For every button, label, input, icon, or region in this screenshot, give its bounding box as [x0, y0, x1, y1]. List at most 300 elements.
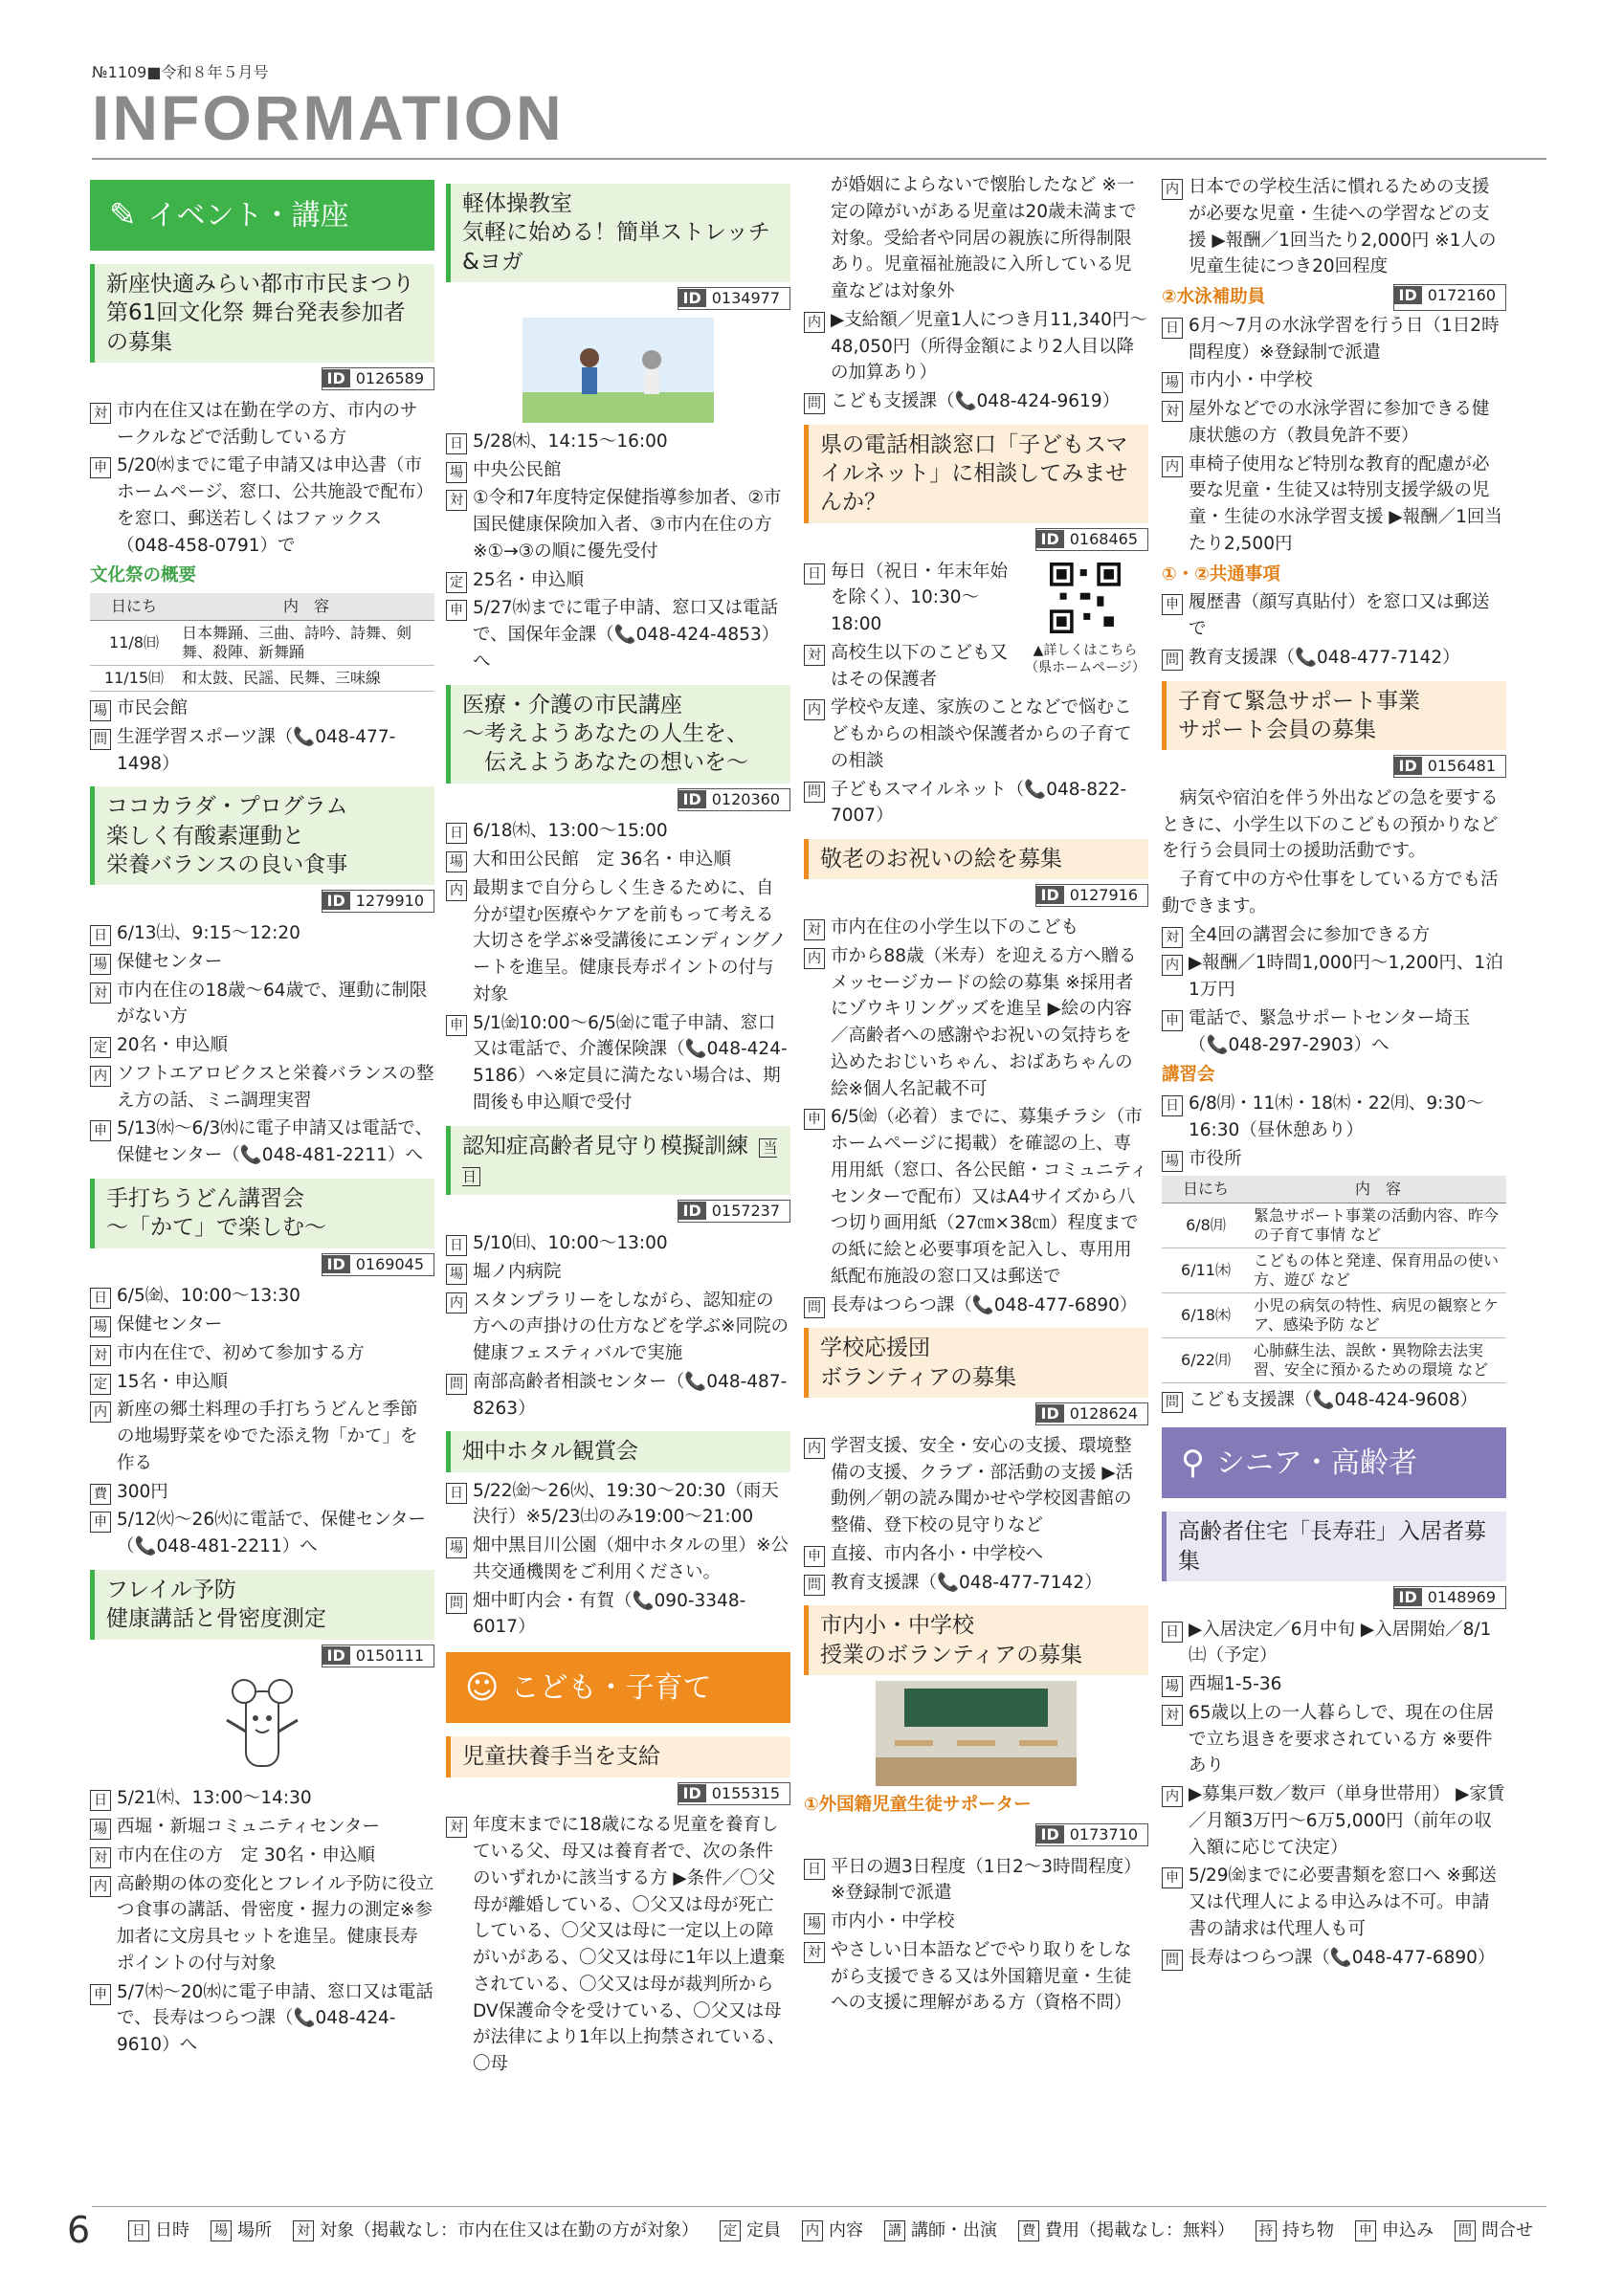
label-key-icon: 対 [293, 2220, 314, 2241]
article-title: 市内小・中学校 授業のボランティアの募集 [804, 1605, 1148, 1675]
info-text: 市役所 [1189, 1148, 1242, 1169]
label-key-icon: 対 [446, 1817, 467, 1838]
info-line [804, 1854, 1148, 1908]
info-line [804, 640, 1014, 694]
article-title: 子育て緊急サポート事業 サポート会員の募集 [1162, 681, 1506, 751]
label-key-icon: 申 [1355, 2220, 1376, 2241]
article-title: 医療・介護の市民講座 ～考えようあなたの人生を、 伝えようあなたの想いを～ [446, 685, 790, 784]
label-key-icon: 申 [446, 600, 467, 621]
info-line [1162, 1146, 1506, 1173]
label-key-icon: 場 [446, 1264, 467, 1285]
legend-item [1018, 2218, 1234, 2243]
info-line [804, 943, 1148, 1103]
info-text: 最期まで自分らしく生きるために、自分が望む医療やケアを前もって考える大切さを学ぶ※受講後にエンディングノートを進呈。健康長寿ポイントの付与対象 [473, 877, 787, 1004]
info-line [446, 1588, 790, 1642]
legend-item [293, 2218, 699, 2243]
child-face-icon: ☺ [465, 1667, 500, 1707]
label-key-icon: 問 [1455, 2220, 1476, 2241]
article [446, 184, 790, 675]
label-key-icon: 対 [90, 1847, 111, 1868]
info-line [1162, 1091, 1506, 1144]
label-key-icon: 内 [804, 948, 825, 969]
info-text: 教育支援課（📞048-477-7142） [1189, 647, 1460, 668]
label-key-icon: 内 [1162, 179, 1183, 200]
legend-text: 持ち物 [1282, 2220, 1334, 2241]
table-cell-date: 6/8㈪ [1162, 1203, 1250, 1248]
label-key-icon: 費 [90, 1484, 111, 1505]
article-id: ID 0168465 [1035, 528, 1149, 551]
info-text: 毎日（祝日・年末年始を除く）、10:30～18:00 [831, 561, 1009, 635]
table-header: 日にち [1162, 1176, 1250, 1203]
legend-item [802, 2218, 863, 2243]
info-text: 西堀1-5-36 [1189, 1674, 1282, 1695]
info-line [90, 920, 434, 947]
label-key-icon: 日 [446, 433, 467, 454]
article-title: 高齢者住宅「長寿荘」入居者募集 [1162, 1512, 1506, 1581]
category-senior [1162, 1427, 1506, 1498]
info-line [804, 1433, 1148, 1539]
label-key-icon: 申 [804, 1546, 825, 1567]
info-line [90, 1507, 434, 1560]
info-text: 15名・申込順 [117, 1371, 229, 1392]
article-id: ID 0169045 [322, 1253, 435, 1276]
info-line [1162, 950, 1506, 1004]
label-key-icon: 定 [720, 2220, 741, 2241]
info-text: 6月～7月の水泳学習を行う日（1日2時間程度）※登録制で派遣 [1189, 315, 1500, 363]
label-key-icon: 申 [446, 1015, 467, 1036]
article [804, 839, 1148, 1318]
label-key-icon: 問 [804, 393, 825, 414]
info-text: 平日の週3日程度（1日2～3時間程度）※登録制で派遣 [831, 1856, 1142, 1904]
info-line [804, 915, 1148, 941]
label-key-icon: 場 [211, 2220, 232, 2241]
info-text: こども支援課（📞048-424-9608） [1189, 1390, 1478, 1411]
label-key-icon: 対 [90, 1345, 111, 1366]
article-id: ID 0120360 [678, 788, 791, 811]
table-cell-content: 心肺蘇生法、誤飲・異物除去法実習、安全に預かるための環境 など [1250, 1338, 1506, 1383]
table-cell-content: 日本舞踊、三曲、詩吟、詩舞、剣舞、殺陣、新舞踊 [178, 621, 434, 666]
info-text: ソフトエアロビクスと栄養バランスの整え方の話、ミニ調理実習 [117, 1063, 434, 1111]
info-text: 大和田公民館 定 36名・申込順 [473, 850, 731, 871]
info-line [1162, 1781, 1506, 1861]
info-lines [90, 398, 434, 560]
info-line [446, 818, 790, 845]
info-line [90, 695, 434, 722]
info-line [90, 1397, 434, 1476]
article-title: 学校応援団 ボランティアの募集 [804, 1328, 1148, 1398]
table-cell-content: 和太鼓、民謡、民舞、三味線 [178, 666, 434, 692]
info-text: 市内在住の18歳～64歳で、運動に制限がない方 [117, 980, 428, 1027]
info-line [90, 1283, 434, 1310]
label-key-icon: 内 [90, 1066, 111, 1087]
article-title: ココカラダ・プログラム 楽しく有酸素運動と 栄養バランスの良い食事 [90, 786, 434, 885]
info-text: 6/13㈯、9:15～12:20 [117, 923, 300, 944]
info-line [804, 307, 1148, 386]
article [90, 1179, 434, 1560]
info-line [804, 1570, 1148, 1597]
qr-code[interactable] [1022, 563, 1148, 677]
label-key-icon: 申 [1162, 594, 1183, 615]
info-line [1162, 174, 1506, 280]
info-text: やさしい日本語などでやり取りをしながら支援できる又は外国籍児童・生徒への支援に理解がある方（資格不問） [831, 1939, 1132, 2014]
article-id: ID 0155315 [678, 1782, 791, 1805]
info-lines [446, 429, 790, 675]
article-id: ID 0128624 [1035, 1402, 1149, 1425]
info-line [446, 1010, 790, 1116]
info-text: 南部高齢者相談センター（📞048-487-8263） [473, 1371, 788, 1419]
label-key-icon: 日 [804, 563, 825, 585]
info-text: 5/13㈬～6/3㈬に電子申請又は電話で、保健センター（📞048-481-2211）へ [117, 1118, 433, 1166]
header-rule [92, 158, 1546, 160]
info-lines [90, 1283, 434, 1560]
info-line [804, 559, 1014, 638]
subheading: 講習会 [1162, 1065, 1215, 1086]
info-lines [446, 1812, 790, 2078]
subheading: ①外国籍児童生徒サポーター [804, 1795, 1032, 1816]
table-cell-date: 11/8㈰ [90, 621, 178, 666]
article-id: ID 0148969 [1393, 1586, 1507, 1609]
info-line [90, 1814, 434, 1841]
info-lines [446, 818, 790, 1115]
legend-text: 講師・出演 [911, 2220, 997, 2241]
legend-text: 費用（掲載なし：無料） [1045, 2220, 1234, 2241]
subheading: ②水泳補助員 ID 0172160 [1162, 284, 1506, 311]
info-text: 畑中町内会・有賀（📞090-3348-6017） [473, 1590, 746, 1638]
info-text: 子どもスマイルネット（📞048-822-7007） [831, 779, 1127, 827]
info-lines [1162, 313, 1506, 558]
info-text: 25名・申込順 [473, 569, 585, 590]
qr-code-icon [1050, 563, 1121, 633]
label-key-icon: 定 [446, 572, 467, 593]
label-key-icon: 費 [1018, 2220, 1039, 2241]
article [1162, 1512, 1506, 1971]
label-key-icon: 場 [446, 851, 467, 872]
legend-text: 対象（掲載なし：市内在住又は在勤の方が対象） [320, 2220, 699, 2241]
label-key-icon: 日 [804, 1859, 825, 1880]
info-text: 65歳以上の一人暮らしで、現在の住居で立ち退きを要求されている方 ※要件あり [1189, 1702, 1495, 1777]
label-key-icon: 申 [1162, 1010, 1183, 1031]
table-cell-content: 小児の病気の特性、病児の観察とケア、感染予防 など [1250, 1293, 1506, 1338]
info-line [90, 1312, 434, 1338]
label-key-icon: 場 [90, 700, 111, 721]
info-lines [90, 1785, 434, 2059]
label-key-icon: 内 [804, 1438, 825, 1459]
legend-item [211, 2218, 272, 2243]
table-row [90, 621, 434, 666]
info-lines [90, 920, 434, 1169]
label-key-icon: 問 [1162, 1950, 1183, 1971]
info-line [90, 978, 434, 1031]
legend [128, 2218, 1533, 2243]
info-text: 5/10㈰、10:00～13:00 [473, 1233, 668, 1254]
info-line [446, 1812, 790, 2078]
label-key-icon: 日 [90, 1288, 111, 1309]
category-title: イベント・講座 [147, 198, 349, 232]
label-key-icon: 場 [804, 1913, 825, 1934]
info-text: 市内在住で、初めて参加する方 [117, 1342, 365, 1363]
info-line [446, 595, 790, 674]
info-text: 電話で、緊急サポートセンター埼玉（📞048-297-2903）へ [1189, 1007, 1471, 1055]
info-line [90, 453, 434, 559]
label-key-icon: 対 [804, 919, 825, 940]
article-id: ID 0156481 [1393, 755, 1507, 778]
legend-item [1455, 2218, 1533, 2243]
legend-text: 申込み [1382, 2220, 1434, 2241]
label-key-icon: 対 [804, 645, 825, 666]
category-kodomo [446, 1652, 790, 1723]
column-3 [804, 172, 1148, 2019]
legend-item [884, 2218, 997, 2243]
legend-item [1355, 2218, 1434, 2243]
label-key-icon: 日 [128, 2220, 149, 2241]
article-title: 手打ちうどん講習会 ～「かて」で楽しむ～ [90, 1179, 434, 1248]
info-line [90, 1061, 434, 1115]
page-number: 6 [67, 2209, 91, 2251]
info-line [1162, 1387, 1506, 1414]
article [90, 786, 434, 1169]
category-title: シニア・高齢者 [1215, 1446, 1417, 1480]
column-4 [1162, 172, 1506, 1973]
info-lines [1162, 1617, 1506, 1972]
info-lines [1162, 174, 1506, 280]
label-key-icon: 場 [1162, 1151, 1183, 1172]
info-line [1162, 313, 1506, 366]
legend-text: 問合せ [1481, 2220, 1533, 2241]
label-key-icon: 内 [802, 2220, 823, 2241]
legend-text: 場所 [237, 2220, 272, 2241]
info-line [1162, 396, 1506, 450]
info-lines [446, 1230, 790, 1422]
bone-mascot-illustration [210, 1674, 315, 1779]
body-text: 子育て中の方や仕事をしている方でも活動できます。 [1162, 870, 1499, 916]
schedule-table [90, 593, 434, 692]
info-text: 6/8㈪・11㈭・18㈭・22㈪、9:30～16:30（昼休憩あり） [1189, 1093, 1484, 1140]
info-line [446, 485, 790, 564]
info-text: 日本での学校生活に慣れるための支援が必要な児童・生徒への学習などの支援 ▶報酬／1回当たり2,000円 ※1人の児童生徒につき20回程度 [1189, 177, 1497, 277]
info-text: 5/28㈭、14:15～16:00 [473, 430, 668, 452]
info-line [804, 695, 1148, 774]
info-text: 5/21㈭、13:00～14:30 [117, 1788, 312, 1809]
info-text: 生涯学習スポーツ課（📞048-477-1498） [117, 726, 396, 774]
label-key-icon: 対 [1162, 927, 1183, 948]
info-text: スタンプラリーをしながら、認知症の方への声掛けの仕方などを学ぶ※同院の健康フェスティバルで実施 [473, 1290, 789, 1364]
info-text: 5/20㈬までに電子申請又は申込書（市ホームページ、窓口、公共施設で配布）を窓口、郵送若しくはファックス（048-458-0791）で [117, 455, 434, 556]
info-line [804, 1909, 1148, 1935]
info-line [90, 1115, 434, 1169]
subheading: ①・②共通事項 [1162, 563, 1280, 585]
info-text: ①令和7年度特定保健指導参加者、②市国民健康保険加入者、③市内在住の方※①→③の順に優先受付 [473, 488, 782, 562]
info-text: 5/7㈭～20㈬に電子申請、窓口又は電話で、長寿はつらつ課（📞048-424-9610）へ [117, 1981, 434, 2056]
label-key-icon: 定 [90, 1037, 111, 1058]
table-row [1162, 1203, 1506, 1248]
article [446, 1736, 790, 2078]
label-key-icon: 場 [90, 1316, 111, 1337]
table-row [1162, 1338, 1506, 1383]
legend-item [128, 2218, 189, 2243]
info-line [446, 875, 790, 1008]
info-text: ▶募集戸数／数戸（単身世帯用） ▶家賃／月額3万円～6万5,000円（前年の収入額に応じて決定） [1189, 1784, 1505, 1858]
info-text: ▶支給額／児童1人につき月11,340円～48,050円（所得金額により2人目以降の加算あり） [831, 309, 1147, 384]
info-line [1162, 1671, 1506, 1698]
label-key-icon: 場 [1162, 372, 1183, 393]
info-line [1162, 589, 1506, 643]
label-key-icon: 日 [446, 823, 467, 844]
table-header: 内 容 [178, 593, 434, 621]
label-key-icon: 申 [1162, 1867, 1183, 1888]
info-text: 保健センター [117, 1314, 223, 1336]
article [804, 1328, 1148, 1596]
info-text: 6/5㈮、10:00～13:30 [117, 1286, 300, 1307]
article-id: ID 0172160 [1393, 284, 1507, 311]
label-key-icon: 申 [90, 457, 111, 478]
info-line [446, 1230, 790, 1257]
info-text: 市から88歳（米寿）を迎える方へ贈るメッセージカードの絵の募集 ※採用者にゾウキリングッズを進呈 ▶絵の内容／高齢者への感謝やお祝いの気持ちを込めたおじいちゃん、おばあちゃんの絵※個人名記載不可 [831, 945, 1137, 1099]
info-line [1162, 452, 1506, 558]
info-line [446, 1259, 790, 1286]
info-line [1162, 1700, 1506, 1779]
info-line [90, 1032, 434, 1059]
info-lines [804, 1433, 1148, 1597]
label-key-icon: 内 [1162, 1786, 1183, 1807]
same-day-badge: 当日 [462, 1138, 778, 1186]
info-text: 学習支援、安全・安心の支援、環境整備の支援、クラブ・部活動の支援 ▶活動例／朝の読み聞かせや学校図書館の整備、登下校の見守りなど [831, 1435, 1134, 1536]
table-cell-date: 6/18㈭ [1162, 1293, 1250, 1338]
info-text: 20名・申込順 [117, 1035, 229, 1056]
info-text: 高齢期の体の変化とフレイル予防に役立つ食事の講話、骨密度・握力の測定※参加者に文房具セットを進呈。健康長寿ポイントの付与対象 [117, 1873, 434, 1974]
info-text: 保健センター [117, 951, 223, 972]
label-key-icon: 場 [1162, 1676, 1183, 1697]
info-text: 5/29㈮までに必要書類を窓口へ ※郵送又は代理人による申込みは不可。申請書の請求は代理人も可 [1189, 1866, 1497, 1939]
article-title: 敬老のお祝いの絵を募集 [804, 839, 1148, 879]
info-text: 市民会館 [117, 698, 189, 719]
info-line [446, 567, 790, 594]
label-key-icon: 問 [446, 1374, 467, 1395]
label-key-icon: 日 [90, 925, 111, 946]
stretch-photo [522, 318, 714, 423]
info-lines [804, 1854, 1148, 2018]
info-line [1162, 1617, 1506, 1670]
info-line [90, 1979, 434, 2059]
label-key-icon: 日 [446, 1235, 467, 1256]
label-key-icon: 問 [1162, 650, 1183, 671]
label-key-icon: 定 [90, 1374, 111, 1395]
legend-item [720, 2218, 781, 2243]
label-key-icon: 内 [90, 1402, 111, 1423]
table-cell-content: 緊急サポート事業の活動内容、昨今の子育て事情 など [1250, 1203, 1506, 1248]
article [1162, 681, 1506, 1415]
label-key-icon: 対 [90, 403, 111, 424]
info-text: ▶入居決定／6月中旬 ▶入居開始／8/1㈯（予定） [1189, 1619, 1492, 1667]
info-text: 屋外などでの水泳学習に参加できる健康状態の方（教員免許不要） [1189, 399, 1490, 446]
article-title: 軽体操教室 気軽に始める！簡単ストレッチ&ヨガ [446, 184, 790, 282]
label-key-icon: 申 [90, 1512, 111, 1533]
info-line [90, 1479, 434, 1506]
info-line [1162, 1863, 1506, 1942]
article-id: ID 0150111 [322, 1645, 435, 1667]
article [90, 264, 434, 777]
info-line [1162, 1945, 1506, 1972]
info-line [804, 1104, 1148, 1290]
article-id: ID 1279910 [322, 890, 435, 913]
info-lines [1162, 589, 1506, 671]
info-text: 5/27㈬までに電子申請、窓口又は電話で、国保年金課（📞048-424-4853）へ [473, 598, 780, 672]
info-text: 履歴書（顔写真貼付）を窓口又は郵送で [1189, 592, 1490, 639]
info-text: 市内在住の小学生以下のこども [831, 917, 1079, 938]
article-id: ID 0173710 [1035, 1823, 1149, 1846]
label-key-icon: 内 [804, 699, 825, 720]
info-line [1162, 1005, 1506, 1059]
legend-text: 定員 [746, 2220, 781, 2241]
info-line [446, 457, 790, 484]
label-key-icon: 内 [1162, 456, 1183, 477]
label-key-icon: 場 [446, 1537, 467, 1558]
info-lines [1162, 1091, 1506, 1172]
article-id: ID 0157237 [678, 1200, 791, 1223]
label-key-icon: 持 [1256, 2220, 1277, 2241]
legend-text: 内容 [829, 2220, 863, 2241]
label-key-icon: 問 [804, 782, 825, 803]
table-cell-date: 11/15㈰ [90, 666, 178, 692]
body-text: 病気や宿泊を伴う外出などの急を要するときに、小学生以下のこどもの預かりなどを行う会員同士の援助活動です。 [1162, 787, 1499, 862]
info-text: 5/22㈮～26㈫、19:30～20:30（雨天決行）※5/23㈯のみ19:00～21:00 [473, 1480, 779, 1528]
article [446, 1431, 790, 1641]
subheading: 文化祭の概要 [90, 565, 197, 586]
info-line [804, 388, 1148, 415]
info-line [446, 847, 790, 873]
article-title: 児童扶養手当を支給 [446, 1736, 790, 1777]
info-text: 教育支援課（📞048-477-7142） [831, 1572, 1102, 1593]
qr-caption: ▲詳しくはこちら（県ホームページ） [1025, 642, 1145, 675]
info-text: 直接、市内各小・中学校へ [831, 1543, 1044, 1564]
info-line [804, 1541, 1148, 1568]
info-line [1162, 922, 1506, 949]
info-line [446, 429, 790, 455]
info-text: 300円 [117, 1481, 168, 1502]
label-key-icon: 問 [804, 1575, 825, 1596]
info-lines [804, 915, 1148, 1318]
info-line [804, 777, 1148, 830]
info-text: 新座の郷土料理の手打ちうどんと季節の地場野菜をゆでた添え物「かて」を作る [117, 1400, 418, 1473]
info-text: 5/1㈮10:00～6/5㈮に電子申請、窓口又は電話で、介護保険課（📞048-424-5186）へ※定員に満たない場合は、期間後も申込順で受付 [473, 1012, 788, 1113]
info-line [90, 1843, 434, 1869]
table-row [1162, 1293, 1506, 1338]
info-text: 全4回の講習会に参加できる方 [1189, 924, 1431, 945]
info-text: 学校や友達、家族のことなどで悩むこどもからの相談や保護者からの子育ての相談 [831, 697, 1132, 771]
info-line [446, 1478, 790, 1532]
label-key-icon: 問 [1162, 1392, 1183, 1413]
label-key-icon: 申 [90, 1984, 111, 2005]
article [804, 1605, 1148, 2017]
info-text: 5/12㈫～26㈫に電話で、保健センター（📞048-481-2211）へ [117, 1510, 426, 1557]
info-line [446, 1369, 790, 1423]
label-key-icon: 内 [804, 312, 825, 333]
table-cell-date: 6/22㈪ [1162, 1338, 1250, 1383]
label-key-icon: 内 [446, 1292, 467, 1314]
footer-rule [92, 2206, 1546, 2207]
info-text: 車椅子使用など特別な教育的配慮が必要な児童・生徒又は特別支援学級の児童・生徒の水泳学習支援 ▶報酬／1回当たり2,500円 [1189, 453, 1502, 554]
article-title: 認知症高齢者見守り模擬訓練 当日 [446, 1126, 790, 1196]
table-row [1162, 1248, 1506, 1293]
table-cell-content: こどもの体と発達、保育用品の使い方、遊び など [1250, 1248, 1506, 1293]
info-lines [446, 1478, 790, 1642]
info-text: 長寿はつらつ課（📞048-477-6890） [831, 1294, 1138, 1315]
info-line [446, 1533, 790, 1586]
article-title: フレイル予防 健康講話と骨密度測定 [90, 1570, 434, 1640]
info-text: 市内小・中学校 [831, 1911, 955, 1932]
table-row [90, 666, 434, 692]
info-line [90, 1871, 434, 1977]
info-text: 年度末までに18歳になる児童を養育している父、母又は養育者で、次の条件のいずれかに該当する方 ▶条件／〇父母が離婚している、〇父又は母が死亡している、〇父又は母に一定以上の障がいがある、〇父又は母に1年以上遺棄されている、〇父又は母が裁判所からDV保護命令を受けている、〇父又は母が法律により1年以上拘禁されている、〇母 [473, 1815, 786, 2075]
